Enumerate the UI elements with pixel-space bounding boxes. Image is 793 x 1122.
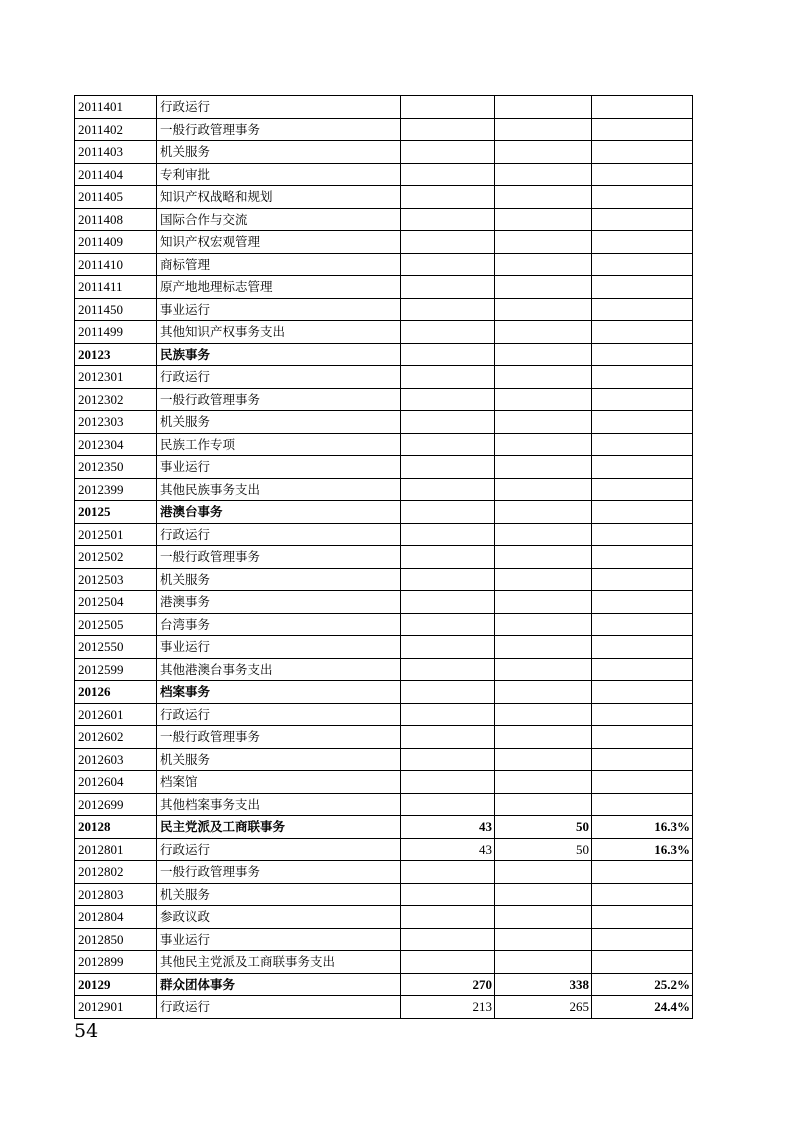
value-cell-2 xyxy=(495,163,592,186)
value-cell-2 xyxy=(495,658,592,681)
value-cell-2 xyxy=(495,411,592,434)
code-cell: 2012604 xyxy=(75,771,157,794)
percent-cell xyxy=(592,501,693,524)
table-row xyxy=(75,861,693,884)
code-cell: 2012350 xyxy=(75,456,157,479)
table-row xyxy=(75,321,693,344)
percent-cell xyxy=(592,433,693,456)
name-cell: 群众团体事务 xyxy=(157,973,401,996)
value-cell-2 xyxy=(495,433,592,456)
code-cell: 2012504 xyxy=(75,591,157,614)
table-row xyxy=(75,771,693,794)
name-cell: 港澳事务 xyxy=(157,591,401,614)
percent-cell xyxy=(592,321,693,344)
code-cell: 2011408 xyxy=(75,208,157,231)
name-cell: 行政运行 xyxy=(157,838,401,861)
percent-cell xyxy=(592,928,693,951)
value-cell-1 xyxy=(401,658,495,681)
table-row xyxy=(75,231,693,254)
value-cell-1 xyxy=(401,118,495,141)
value-cell-1 xyxy=(401,591,495,614)
name-cell: 其他民族事务支出 xyxy=(157,478,401,501)
code-cell: 2012302 xyxy=(75,388,157,411)
name-cell: 档案事务 xyxy=(157,681,401,704)
table-row xyxy=(75,906,693,929)
value-cell-1 xyxy=(401,411,495,434)
value-cell-1 xyxy=(401,613,495,636)
category-row xyxy=(75,681,693,704)
value-cell-1 xyxy=(401,456,495,479)
code-cell: 2011401 xyxy=(75,96,157,119)
value-cell-1 xyxy=(401,186,495,209)
category-row xyxy=(75,501,693,524)
category-row xyxy=(75,343,693,366)
table-row xyxy=(75,613,693,636)
percent-cell xyxy=(592,96,693,119)
value-cell-2 xyxy=(495,96,592,119)
code-cell: 2012399 xyxy=(75,478,157,501)
value-cell-2 xyxy=(495,636,592,659)
value-cell-1 xyxy=(401,478,495,501)
table-row xyxy=(75,568,693,591)
value-cell-2 xyxy=(495,478,592,501)
value-cell-2 xyxy=(495,141,592,164)
value-cell-1 xyxy=(401,343,495,366)
name-cell: 知识产权战略和规划 xyxy=(157,186,401,209)
percent-cell xyxy=(592,883,693,906)
table-row xyxy=(75,253,693,276)
table-row xyxy=(75,838,693,861)
budget-table xyxy=(74,95,693,1019)
value-cell-1 xyxy=(401,681,495,704)
value-cell-2 xyxy=(495,591,592,614)
code-cell: 2012801 xyxy=(75,838,157,861)
table-row xyxy=(75,928,693,951)
table-row xyxy=(75,163,693,186)
percent-cell xyxy=(592,613,693,636)
code-cell: 2012501 xyxy=(75,523,157,546)
code-cell: 2012599 xyxy=(75,658,157,681)
value-cell-2 xyxy=(495,388,592,411)
percent-cell xyxy=(592,231,693,254)
value-cell-1 xyxy=(401,253,495,276)
name-cell: 其他档案事务支出 xyxy=(157,793,401,816)
value-cell-2 xyxy=(495,928,592,951)
value-cell-1 xyxy=(401,208,495,231)
value-cell-2 xyxy=(495,861,592,884)
table-row xyxy=(75,636,693,659)
value-cell-1 xyxy=(401,433,495,456)
name-cell: 知识产权宏观管理 xyxy=(157,231,401,254)
percent-cell xyxy=(592,771,693,794)
name-cell: 机关服务 xyxy=(157,748,401,771)
code-cell: 2012602 xyxy=(75,726,157,749)
percent-cell xyxy=(592,118,693,141)
table-row xyxy=(75,793,693,816)
value-cell-2 xyxy=(495,501,592,524)
code-cell: 2012850 xyxy=(75,928,157,951)
table-row xyxy=(75,748,693,771)
value-cell-1 xyxy=(401,883,495,906)
value-cell-2: 50 xyxy=(495,838,592,861)
value-cell-2 xyxy=(495,366,592,389)
value-cell-1: 213 xyxy=(401,996,495,1019)
value-cell-2 xyxy=(495,546,592,569)
category-row xyxy=(75,816,693,839)
percent-cell: 25.2% xyxy=(592,973,693,996)
code-cell: 20128 xyxy=(75,816,157,839)
value-cell-1 xyxy=(401,793,495,816)
page-number: 54 xyxy=(74,1020,99,1042)
value-cell-2 xyxy=(495,523,592,546)
code-cell: 2011499 xyxy=(75,321,157,344)
code-cell: 2012550 xyxy=(75,636,157,659)
table-row xyxy=(75,951,693,974)
value-cell-1 xyxy=(401,568,495,591)
value-cell-2 xyxy=(495,186,592,209)
table-row xyxy=(75,591,693,614)
table-row xyxy=(75,298,693,321)
value-cell-1: 43 xyxy=(401,838,495,861)
code-cell: 2012802 xyxy=(75,861,157,884)
value-cell-2 xyxy=(495,321,592,344)
percent-cell xyxy=(592,726,693,749)
table-row xyxy=(75,96,693,119)
name-cell: 国际合作与交流 xyxy=(157,208,401,231)
value-cell-1 xyxy=(401,96,495,119)
table-row xyxy=(75,478,693,501)
percent-cell xyxy=(592,636,693,659)
percent-cell xyxy=(592,568,693,591)
value-cell-2 xyxy=(495,951,592,974)
value-cell-2 xyxy=(495,208,592,231)
name-cell: 事业运行 xyxy=(157,636,401,659)
name-cell: 行政运行 xyxy=(157,996,401,1019)
name-cell: 一般行政管理事务 xyxy=(157,861,401,884)
value-cell-2 xyxy=(495,456,592,479)
percent-cell xyxy=(592,141,693,164)
name-cell: 机关服务 xyxy=(157,411,401,434)
code-cell: 2012603 xyxy=(75,748,157,771)
name-cell: 原产地地理标志管理 xyxy=(157,276,401,299)
code-cell: 2011450 xyxy=(75,298,157,321)
percent-cell xyxy=(592,388,693,411)
code-cell: 20123 xyxy=(75,343,157,366)
value-cell-1 xyxy=(401,231,495,254)
code-cell: 2012804 xyxy=(75,906,157,929)
value-cell-2: 338 xyxy=(495,973,592,996)
value-cell-2 xyxy=(495,681,592,704)
table-row xyxy=(75,726,693,749)
value-cell-2 xyxy=(495,118,592,141)
code-cell: 20126 xyxy=(75,681,157,704)
percent-cell xyxy=(592,951,693,974)
value-cell-2 xyxy=(495,613,592,636)
code-cell: 20125 xyxy=(75,501,157,524)
value-cell-2 xyxy=(495,906,592,929)
name-cell: 民族工作专项 xyxy=(157,433,401,456)
value-cell-1 xyxy=(401,861,495,884)
name-cell: 商标管理 xyxy=(157,253,401,276)
value-cell-2: 265 xyxy=(495,996,592,1019)
name-cell: 事业运行 xyxy=(157,456,401,479)
name-cell: 一般行政管理事务 xyxy=(157,118,401,141)
value-cell-2 xyxy=(495,276,592,299)
percent-cell: 24.4% xyxy=(592,996,693,1019)
table-row xyxy=(75,141,693,164)
code-cell: 2012803 xyxy=(75,883,157,906)
table-row xyxy=(75,883,693,906)
value-cell-1 xyxy=(401,906,495,929)
name-cell: 机关服务 xyxy=(157,883,401,906)
code-cell: 2012505 xyxy=(75,613,157,636)
percent-cell xyxy=(592,366,693,389)
percent-cell: 16.3% xyxy=(592,816,693,839)
name-cell: 一般行政管理事务 xyxy=(157,726,401,749)
table-row xyxy=(75,433,693,456)
table-row xyxy=(75,703,693,726)
value-cell-1 xyxy=(401,771,495,794)
code-cell: 2012301 xyxy=(75,366,157,389)
value-cell-1: 43 xyxy=(401,816,495,839)
value-cell-2 xyxy=(495,343,592,366)
name-cell: 台湾事务 xyxy=(157,613,401,636)
name-cell: 其他知识产权事务支出 xyxy=(157,321,401,344)
code-cell: 2012502 xyxy=(75,546,157,569)
value-cell-1 xyxy=(401,703,495,726)
table-row xyxy=(75,411,693,434)
value-cell-1 xyxy=(401,636,495,659)
table-row xyxy=(75,118,693,141)
value-cell-2 xyxy=(495,253,592,276)
value-cell-1 xyxy=(401,928,495,951)
percent-cell xyxy=(592,658,693,681)
percent-cell: 16.3% xyxy=(592,838,693,861)
percent-cell xyxy=(592,793,693,816)
category-row xyxy=(75,973,693,996)
code-cell: 2011403 xyxy=(75,141,157,164)
name-cell: 行政运行 xyxy=(157,523,401,546)
name-cell: 专利审批 xyxy=(157,163,401,186)
value-cell-1 xyxy=(401,523,495,546)
code-cell: 2011405 xyxy=(75,186,157,209)
value-cell-1: 270 xyxy=(401,973,495,996)
value-cell-2 xyxy=(495,298,592,321)
code-cell: 2011411 xyxy=(75,276,157,299)
code-cell: 2011404 xyxy=(75,163,157,186)
table-row xyxy=(75,546,693,569)
table-row xyxy=(75,996,693,1019)
table-row xyxy=(75,208,693,231)
percent-cell xyxy=(592,703,693,726)
value-cell-2 xyxy=(495,793,592,816)
value-cell-1 xyxy=(401,163,495,186)
value-cell-1 xyxy=(401,298,495,321)
value-cell-1 xyxy=(401,388,495,411)
percent-cell xyxy=(592,411,693,434)
table-row xyxy=(75,523,693,546)
value-cell-2: 50 xyxy=(495,816,592,839)
percent-cell xyxy=(592,276,693,299)
name-cell: 机关服务 xyxy=(157,141,401,164)
code-cell: 2011410 xyxy=(75,253,157,276)
percent-cell xyxy=(592,343,693,366)
percent-cell xyxy=(592,681,693,704)
value-cell-2 xyxy=(495,231,592,254)
table-row xyxy=(75,456,693,479)
percent-cell xyxy=(592,186,693,209)
percent-cell xyxy=(592,208,693,231)
value-cell-2 xyxy=(495,568,592,591)
name-cell: 民主党派及工商联事务 xyxy=(157,816,401,839)
percent-cell xyxy=(592,478,693,501)
percent-cell xyxy=(592,861,693,884)
code-cell: 2011409 xyxy=(75,231,157,254)
percent-cell xyxy=(592,591,693,614)
name-cell: 机关服务 xyxy=(157,568,401,591)
name-cell: 其他港澳台事务支出 xyxy=(157,658,401,681)
code-cell: 2011402 xyxy=(75,118,157,141)
table-row xyxy=(75,658,693,681)
percent-cell xyxy=(592,456,693,479)
code-cell: 2012601 xyxy=(75,703,157,726)
percent-cell xyxy=(592,546,693,569)
name-cell: 行政运行 xyxy=(157,366,401,389)
percent-cell xyxy=(592,523,693,546)
value-cell-2 xyxy=(495,703,592,726)
table-row xyxy=(75,276,693,299)
name-cell: 档案馆 xyxy=(157,771,401,794)
code-cell: 2012901 xyxy=(75,996,157,1019)
value-cell-1 xyxy=(401,748,495,771)
value-cell-2 xyxy=(495,771,592,794)
code-cell: 20129 xyxy=(75,973,157,996)
percent-cell xyxy=(592,748,693,771)
code-cell: 2012304 xyxy=(75,433,157,456)
value-cell-1 xyxy=(401,726,495,749)
value-cell-1 xyxy=(401,276,495,299)
value-cell-2 xyxy=(495,883,592,906)
name-cell: 参政议政 xyxy=(157,906,401,929)
table-row xyxy=(75,366,693,389)
value-cell-1 xyxy=(401,141,495,164)
value-cell-1 xyxy=(401,321,495,344)
name-cell: 事业运行 xyxy=(157,928,401,951)
code-cell: 2012503 xyxy=(75,568,157,591)
percent-cell xyxy=(592,253,693,276)
name-cell: 一般行政管理事务 xyxy=(157,388,401,411)
percent-cell xyxy=(592,163,693,186)
value-cell-1 xyxy=(401,951,495,974)
value-cell-1 xyxy=(401,366,495,389)
code-cell: 2012699 xyxy=(75,793,157,816)
code-cell: 2012899 xyxy=(75,951,157,974)
name-cell: 行政运行 xyxy=(157,96,401,119)
name-cell: 民族事务 xyxy=(157,343,401,366)
code-cell: 2012303 xyxy=(75,411,157,434)
value-cell-2 xyxy=(495,748,592,771)
value-cell-1 xyxy=(401,501,495,524)
value-cell-1 xyxy=(401,546,495,569)
percent-cell xyxy=(592,298,693,321)
name-cell: 港澳台事务 xyxy=(157,501,401,524)
percent-cell xyxy=(592,906,693,929)
table-body xyxy=(75,96,693,1019)
name-cell: 事业运行 xyxy=(157,298,401,321)
name-cell: 一般行政管理事务 xyxy=(157,546,401,569)
table-row xyxy=(75,186,693,209)
value-cell-2 xyxy=(495,726,592,749)
name-cell: 行政运行 xyxy=(157,703,401,726)
table-row xyxy=(75,388,693,411)
name-cell: 其他民主党派及工商联事务支出 xyxy=(157,951,401,974)
